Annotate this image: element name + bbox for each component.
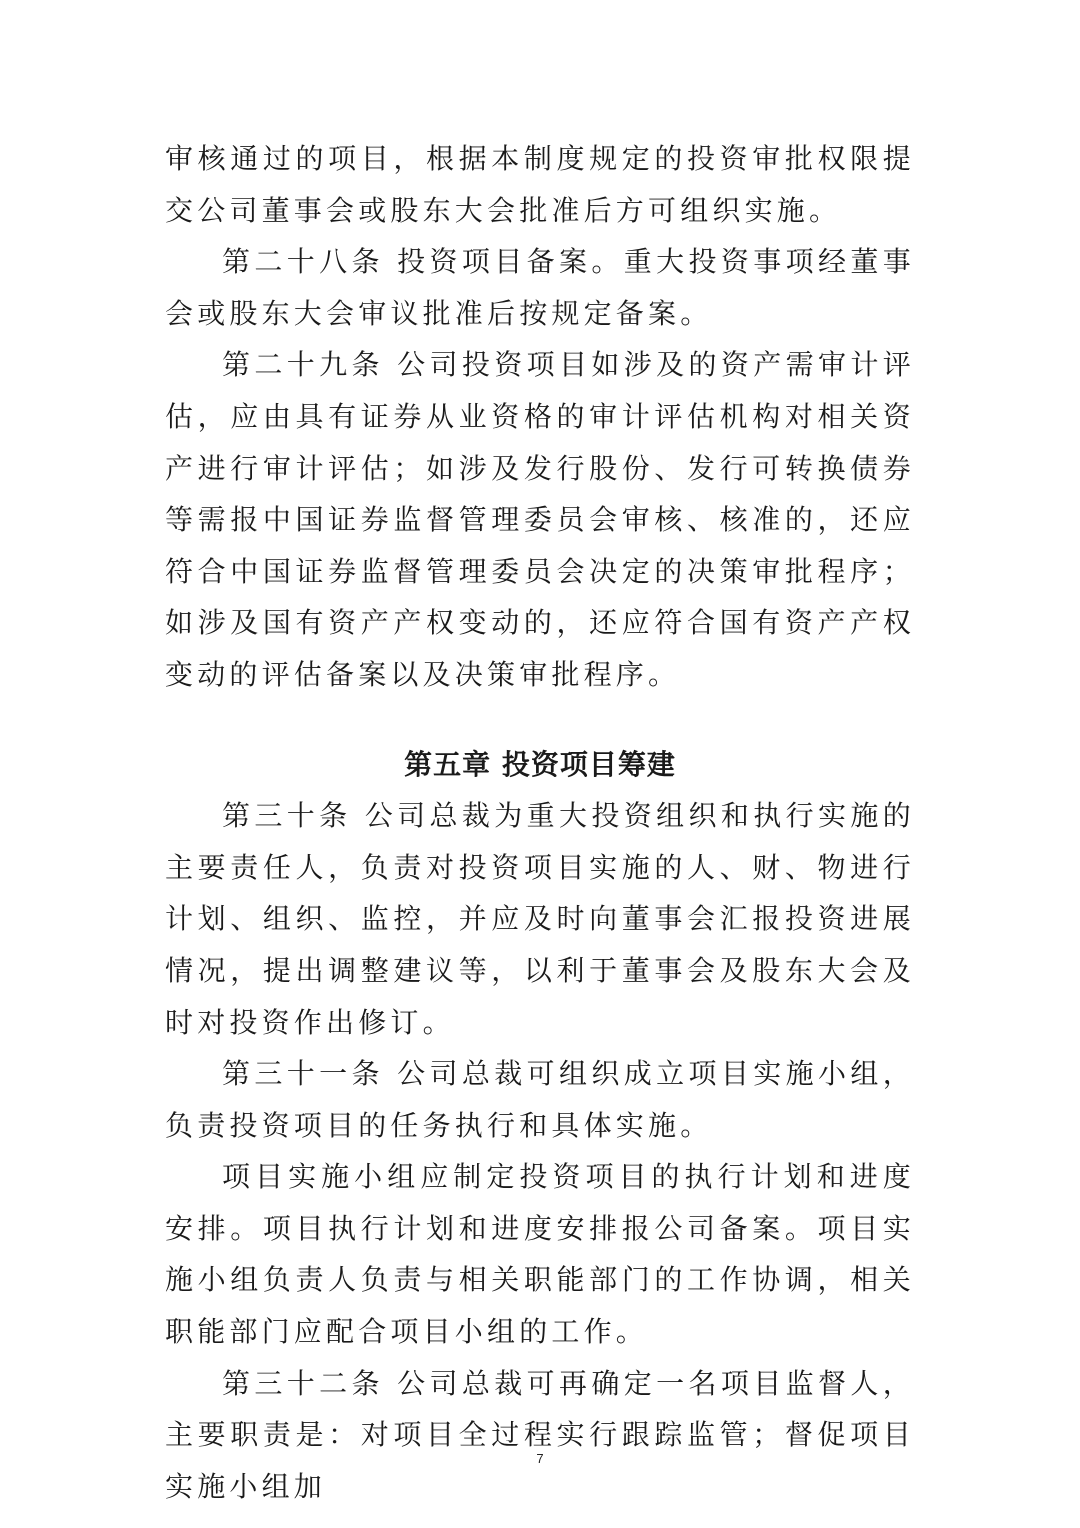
- paragraph-approval: 审核通过的项目，根据本制度规定的投资审批权限提交公司董事会或股东大会批准后方可组织实施。: [165, 142, 915, 227]
- paragraph-article-28: 第二十八条 投资项目备案。重大投资事项经董事会或股东大会审议批准后按规定备案。: [165, 245, 915, 330]
- chapter-title: 第五章 投资项目筹建: [404, 747, 676, 781]
- paragraph-article-29: 第二十九条 公司投资项目如涉及的资产需审计评估，应由具有证券从业资格的审计评估机构对相关资产进行审计评估；如涉及发行股份、发行可转换债券等需报中国证券监督管理委员会审核、核准的，还应符合中国证券监督管理委员会决定的决策审批程序；如涉及国有资产产权变动的，还应符合国有资产产权变动的评估备案以及决策审批程序。: [165, 348, 915, 691]
- paragraph-article-32: 第三十二条 公司总裁可再确定一名项目监督人，主要职责是：对项目全过程实行跟踪监管；督促项目实施小组加: [165, 1366, 915, 1503]
- section-spacer: [165, 701, 915, 739]
- paragraph-implementation-team: 项目实施小组应制定投资项目的执行计划和进度安排。项目执行计划和进度安排报公司备案。项目实施小组负责人负责与相关职能部门的工作协调，相关职能部门应配合项目小组的工作。: [165, 1160, 915, 1349]
- paragraph-article-30: 第三十条 公司总裁为重大投资组织和执行实施的主要责任人，负责对投资项目实施的人、财、物进行计划、组织、监控，并应及时向董事会汇报投资进展情况，提出调整建议等，以利于董事会及股东大会及时对投资作出修订。: [165, 799, 915, 1039]
- document-page: [165, 133, 915, 1512]
- paragraph-article-31: 第三十一条 公司总裁可组织成立项目实施小组，负责投资项目的任务执行和具体实施。: [165, 1057, 915, 1142]
- page-number: 7: [536, 1451, 544, 1466]
